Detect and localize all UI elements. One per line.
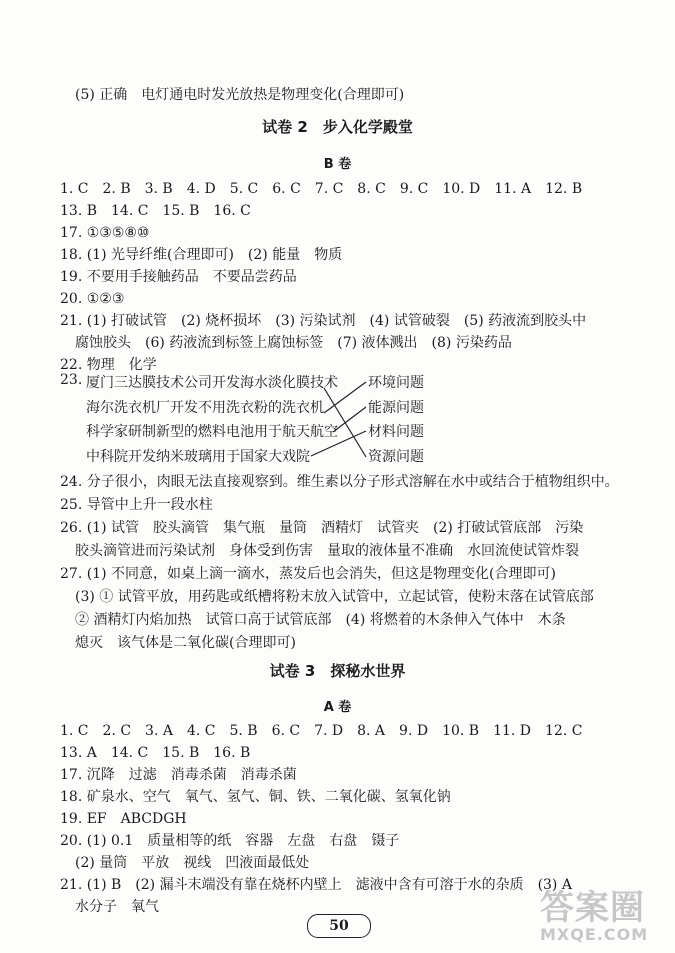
- answer-line: 18. (1) 光导纤维(合理即可) (2) 能量 物质: [60, 247, 343, 263]
- answer-line: 26. (1) 试管 胶头滴管 集气瓶 量筒 酒精灯 试管夹 (2) 打破试管底部 污染: [60, 520, 584, 536]
- section-title: 试卷 3 探秘水世界: [269, 662, 406, 680]
- section-title: 试卷 2 步入化学殿堂: [262, 118, 413, 136]
- answer-line: 熄灭 该气体是二氧化碳(合理即可): [75, 635, 296, 651]
- answer-line: 24. 分子很小，肉眼无法直接观察到。维生素以分子形式溶解在水中或结合于植物组织中。: [60, 474, 619, 490]
- answer-line: 腐蚀胶头 (6) 药液流到标签上腐蚀标签 (7) 液体溅出 (8) 污染药品: [75, 335, 512, 351]
- answer-line: 18. 矿泉水、空气 氧气、氢气、铜、铁、二氧化碳、氢氧化钠: [60, 789, 451, 805]
- answer-line: 17. ①③⑤⑧⑩: [60, 225, 150, 241]
- section-subtitle: A 卷: [323, 700, 352, 715]
- match-right-item: 能源问题: [368, 400, 424, 416]
- match-left-item: 中科院开发纳米玻璃用于国家大戏院: [86, 449, 310, 465]
- answer-line: 20. ①②③: [60, 291, 125, 307]
- answer-line: 水分子 氧气: [75, 899, 159, 915]
- answer-line: 胶头滴管进而污染试剂 身体受到伤害 量取的液体量不准确 水回流使试管炸裂: [75, 543, 579, 559]
- match-right-item: 环境问题: [368, 375, 424, 391]
- answer-line: 21. (1) 打破试管 (2) 烧杯损坏 (3) 污染试剂 (4) 试管破裂 (5) 药液流到胶头中: [60, 313, 587, 329]
- answer-line: 1. C 2. C 3. A 4. C 5. B 6. C 7. D 8. A 9. D 10. B 11. D 12. C: [60, 723, 583, 739]
- match-left-item: 科学家研制新型的燃料电池用于航天航空: [86, 424, 338, 440]
- answer-line: 20. (1) 0.1 质量相等的纸 容器 左盘 右盘 镊子: [60, 833, 400, 849]
- answer-line: 27. (1) 不同意，如桌上滴一滴水，蒸发后也会消失，但这是物理变化(合理即可): [60, 566, 556, 582]
- answer-line: (2) 量筒 平放 视线 凹液面最低处: [75, 855, 310, 871]
- answer-line: 13. A 14. C 15. B 16. B: [60, 745, 251, 761]
- match-left-item: 海尔洗衣机厂开发不用洗衣粉的洗衣机: [86, 400, 324, 416]
- watermark-logo: [540, 880, 670, 950]
- question-number: 23.: [60, 372, 83, 388]
- match-right-item: 材料问题: [368, 424, 424, 440]
- section-subtitle: B 卷: [323, 157, 352, 172]
- answer-line: 1. C 2. B 3. B 4. D 5. C 6. C 7. C 8. C 9. C 10. D 11. A 12. B: [60, 181, 583, 197]
- answer-line: (3) ① 试管平放，用药匙或纸槽将粉末放入试管中，立起试管，使粉末落在试管底部: [75, 589, 594, 605]
- match-left-item: 厦门三达膜技术公司开发海水淡化膜技术: [86, 375, 338, 391]
- answer-line: 19. EF ABCDGH: [60, 811, 187, 827]
- answer-line: 21. (1) B (2) 漏斗末端没有靠在烧杯内壁上 滤液中含有可溶于水的杂质 (3) A: [60, 877, 572, 893]
- answer-line: 13. B 14. C 15. B 16. C: [60, 203, 251, 219]
- watermark-text: 答案圈: [540, 888, 645, 928]
- answer-line: 25. 导管中上升一段水柱: [60, 497, 213, 513]
- answer-line: 22. 物理 化学: [60, 357, 157, 373]
- page-number: 50: [307, 914, 371, 938]
- answer-line: (5) 正确 电灯通电时发光放热是物理变化(合理即可): [75, 87, 405, 103]
- answer-line: ② 酒精灯内焰加热 试管口高于试管底部 (4) 将燃着的木条伸入气体中 木条: [75, 612, 566, 628]
- match-right-item: 资源问题: [368, 449, 424, 465]
- watermark-url: MXQE.COM: [540, 925, 649, 944]
- answer-line: 19. 不要用手接触药品 不要品尝药品: [60, 269, 297, 285]
- answer-line: 17. 沉降 过滤 消毒杀菌 消毒杀菌: [60, 767, 297, 783]
